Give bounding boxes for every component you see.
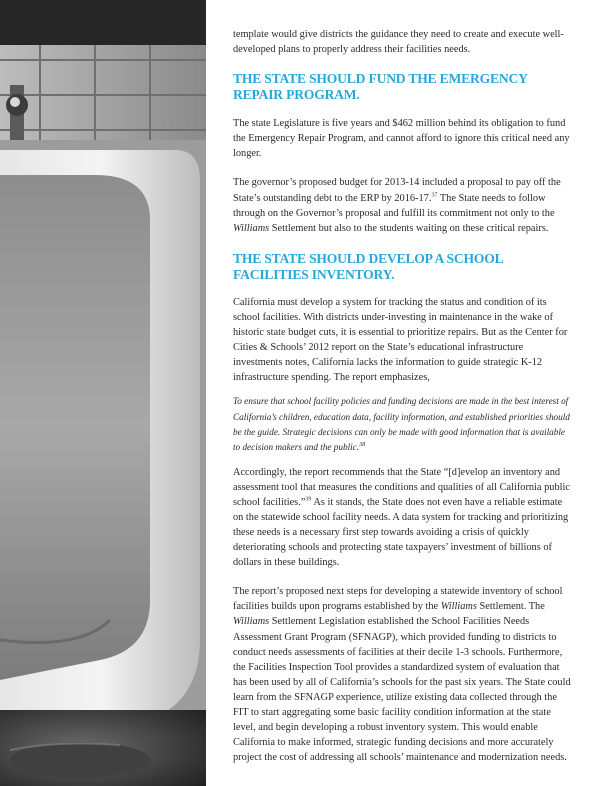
footnote-37: 37 [431, 192, 438, 199]
inventory-paragraph-3: The report’s proposed next steps for developing a statewide inventory of school facilities builds upon programs established by the Williams Settlement. The Williams Settlement Legislation established the School Facilities Needs Assessment Grant Program (SFNAGP), which provided funding to districts to conduct needs assessments of facilities at their decile 1-3 schools. Furthermore, the Facilities Inspection Tool provides a standardized system of evaluation that has been used by all of California’s schools for the past six years. The State could learn from the SFNAGP experience, utilize existing data collected through the FIT to start aggregating some basic facility condition information at the state level, and begin developing a robust inventory system. This would enable California to make informed, strategic funding decisions and more accurately project the cost of addressing all schools’ maintenance and modernization needs. [233, 586, 571, 764]
erp-paragraph-2: The governor’s proposed budget for 2013-14 included a proposal to pay off the State’s outstanding debt to the ERP by 2016-17.37 The State needs to follow through on the Governor’s proposal and fulfill its commitment not only to the Williams Settlement but also to the students waiting on these critical repairs. [233, 177, 561, 234]
erp-paragraph-1: The state Legislature is five years and $462 million behind its obligation to fund the Emergency Repair Program, and cannot afford to ignore this critical need any longer. [233, 118, 570, 160]
urinal-photo [0, 0, 206, 786]
section-heading-facilities-inventory: THE STATE SHOULD DEVELOP A SCHOOL FACILITIES INVENTORY. [233, 250, 503, 282]
inventory-paragraph-2: Accordingly, the report recommends that the State “[d]evelop an inventory and assessment tool that measures the conditions and qualities of all California public school facilities.”$^{39}$ As it stands, the State does not even have a reliable estimate on the statewide school facility needs. A data system for tracking and prioritizing these needs is a necessary first step towards avoiding a crisis of quickly deteriorating schools and protecting state taxpayers’ investment of billions of dollars in these buildings. [233, 466, 570, 569]
inventory-paragraph-1: California must develop a system for tracking the status and condition of its school facilities. With districts under-investing in maintenance in the wake of historic state budget cuts, it is essential to prioritize repairs. But as the Center for Cities & Schools’ 2012 report on the State’s educational infrastructure investments notes, California lacks the information to guide strategic K-12 infrastructure spending. The report emphasizes, [233, 296, 568, 384]
block-quote: To ensure that school facility policies and funding decisions are made in the best interest of California’s children, education data, facility information, and established priorities should be the guide. Strategic decisions can only be made with good information that is available to decision makers and the public.$^{38}$ [233, 396, 570, 453]
article-column [233, 27, 573, 765]
section-heading-emergency-repair: THE STATE SHOULD FUND THE EMERGENCY REPAIR PROGRAM. [233, 71, 528, 103]
intro-paragraph: template would give districts the guidance they need to create and execute well-developed plans to properly address their facilities needs. [233, 29, 564, 56]
footnote-39: 39 [305, 496, 312, 503]
footnote-38: 38 [359, 442, 366, 449]
